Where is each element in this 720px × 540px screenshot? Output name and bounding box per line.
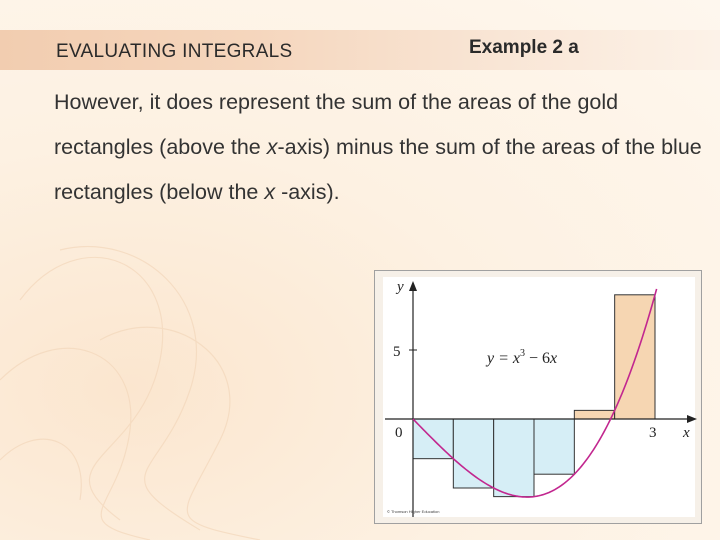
y-tick-5-label: 5 bbox=[393, 344, 401, 360]
equation-exponent: 3 bbox=[520, 348, 525, 359]
body-italic-x-1: x bbox=[266, 135, 278, 159]
equation-prefix: y = x bbox=[487, 350, 520, 367]
body-paragraph bbox=[54, 80, 704, 215]
blue-rectangle-2 bbox=[453, 419, 493, 488]
body-text-part-1: However, it does represent the sum of the areas of the gold rectangles (above the bbox=[54, 90, 619, 159]
x-axis-label: x bbox=[683, 425, 690, 441]
origin-label: 0 bbox=[395, 425, 403, 441]
riemann-sum-plot bbox=[375, 271, 701, 523]
body-text-part-3: -axis). bbox=[275, 180, 340, 204]
section-title: EVALUATING INTEGRALS bbox=[56, 41, 293, 62]
x-tick-3-label: 3 bbox=[649, 425, 657, 441]
y-axis-label: y bbox=[397, 279, 404, 295]
equation-x: x bbox=[550, 350, 558, 367]
body-italic-x-2: x bbox=[264, 180, 276, 204]
blue-rectangle-3 bbox=[494, 419, 534, 497]
gold-rectangle-5 bbox=[574, 410, 614, 419]
blue-rectangle-4 bbox=[534, 419, 574, 474]
body-text-part-2: -axis) minus the sum of the areas of the blue rectangles (below the bbox=[54, 135, 702, 204]
equation-mid: − 6 bbox=[525, 350, 551, 367]
example-title: Example 2 a bbox=[469, 37, 579, 58]
copyright-text: © Thomson Higher Education bbox=[387, 509, 440, 514]
riemann-sum-figure bbox=[374, 270, 702, 524]
